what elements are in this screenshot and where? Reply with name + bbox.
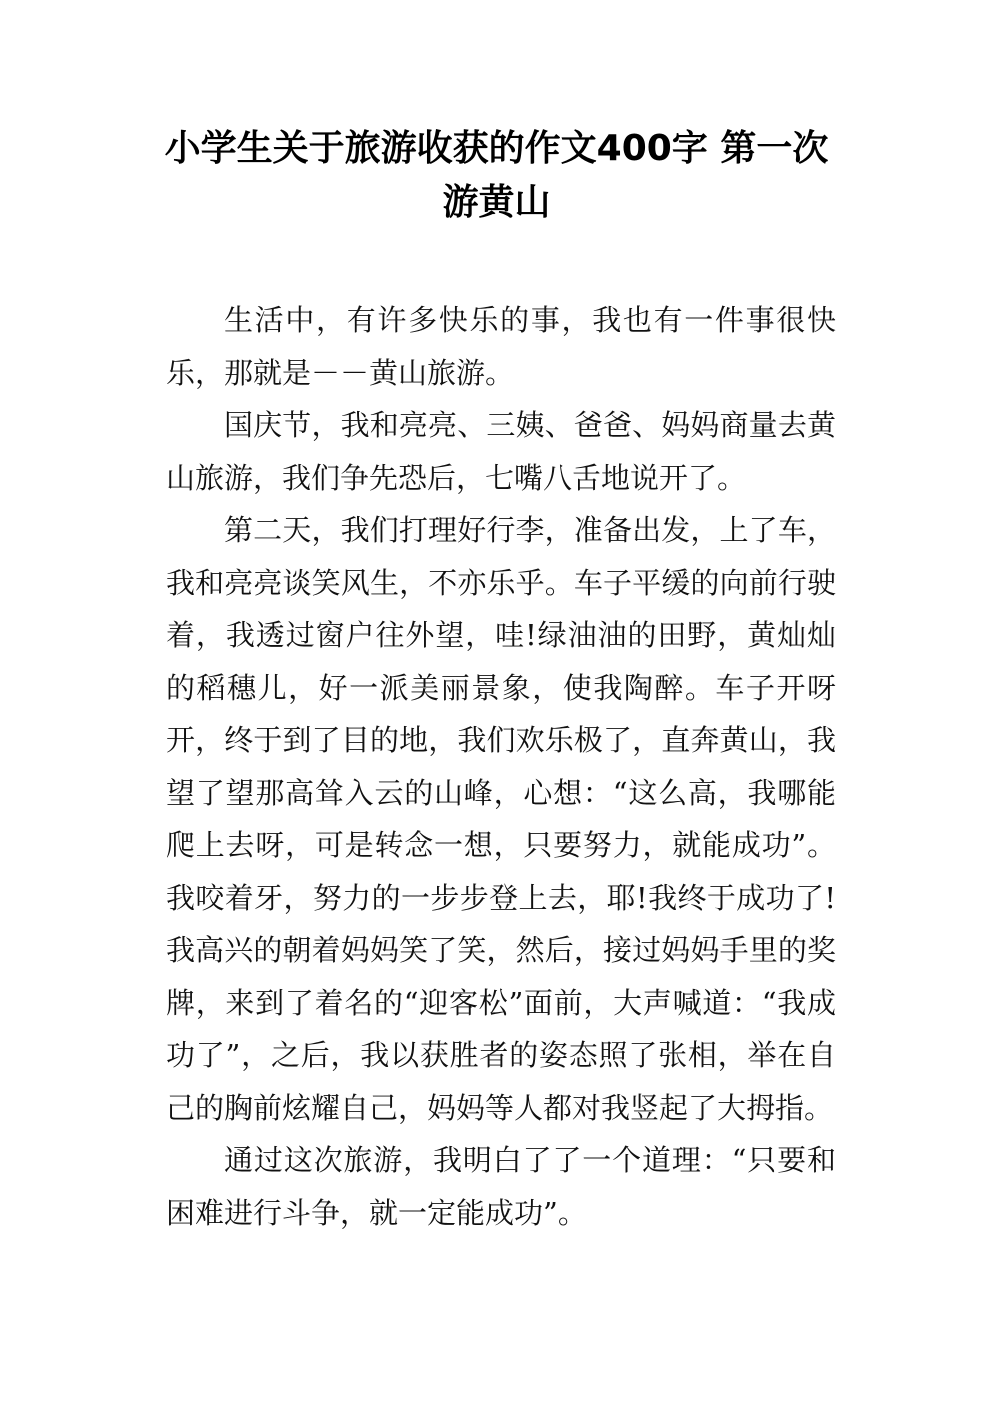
paragraph: 生活中，有许多快乐的事，我也有一件事很快乐，那就是－－黄山旅游。 [166,303,836,390]
document-body [166,294,836,1239]
paragraph: 通过这次旅游，我明白了了一个道理：“只要和困难进行斗争，就一定能成功”。 [166,1143,836,1230]
paragraph: 国庆节，我和亮亮、三姨、爸爸、妈妈商量去黄山旅游，我们争先恐后，七嘴八舌地说开了。 [166,408,836,495]
paragraph: 第二天，我们打理好行李，准备出发，上了车，我和亮亮谈笑风生，不亦乐乎。车子平缓的向前行驶着，我透过窗户往外望，哇!绿油油的田野，黄灿灿的稻穗儿，好一派美丽景象，使我陶醉。车子开呀开，终于到了目的地，我们欢乐极了，直奔黄山，我望了望那高耸入云的山峰，心想：“这么高，我哪能爬上去呀，可是转念一想，只要努力，就能成功”。我咬着牙，努力的一步步登上去，耶!我终于成功了!我高兴的朝着妈妈笑了笑，然后，接过妈妈手里的奖牌，来到了着名的“迎客松”面前，大声喊道：“我成功了”，之后，我以获胜者的姿态照了张相，举在自己的胸前炫耀自己，妈妈等人都对我竖起了大拇指。 [166,513,836,1125]
document-title: 小学生关于旅游收获的作文400字 第一次游黄山 [164,128,829,223]
